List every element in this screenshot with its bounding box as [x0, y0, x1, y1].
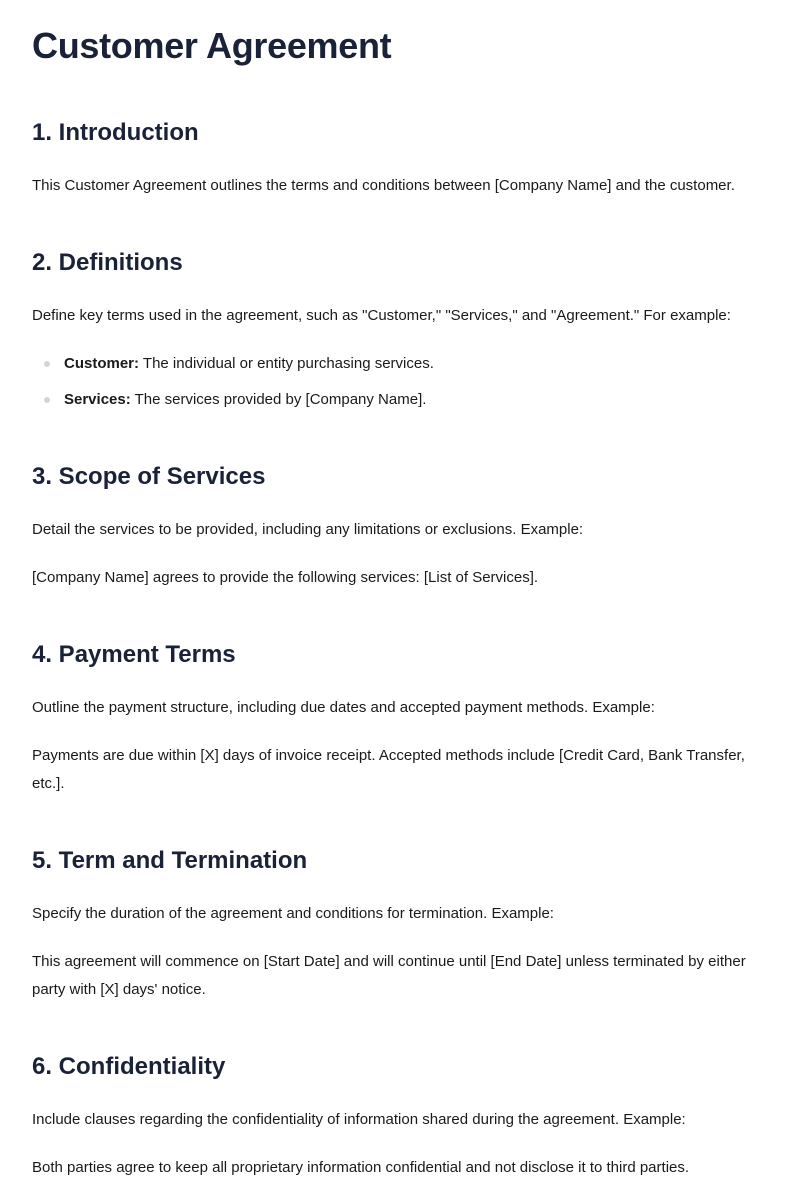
section-heading: 2. Definitions: [32, 249, 183, 276]
section-paragraph: Detail the services to be provided, including any limitations or exclusions. Example:: [32, 521, 584, 538]
section-paragraph: Include clauses regarding the confidentiality of information shared during the agreement. Example:: [32, 1111, 686, 1128]
section-heading: 4. Payment Terms: [32, 641, 236, 668]
bullet-icon: [44, 361, 50, 367]
page-title: Customer Agreement: [32, 25, 392, 66]
section-heading: 6. Confidentiality: [32, 1053, 226, 1080]
list-item: [32, 350, 768, 378]
section-introduction: [32, 118, 768, 200]
section-paragraph: This Customer Agreement outlines the terms and conditions between [Company Name] and the customer.: [32, 177, 735, 194]
section-heading: 3. Scope of Services: [32, 463, 266, 490]
bullet-icon: [44, 397, 50, 403]
list-item: [32, 386, 768, 414]
section-payment-terms: [32, 640, 768, 798]
section-scope-of-services: [32, 462, 768, 592]
section-paragraph: Define key terms used in the agreement, such as "Customer," "Services," and "Agreement." For example:: [32, 307, 731, 324]
section-paragraph: Specify the duration of the agreement and conditions for termination. Example:: [32, 905, 554, 922]
section-paragraph: This agreement will commence on [Start Date] and will continue until [End Date] unless terminated by either party with [X] days' notice.: [32, 953, 746, 998]
section-confidentiality: [32, 1052, 768, 1182]
section-heading: 5. Term and Termination: [32, 847, 308, 874]
section-heading: 1. Introduction: [32, 119, 199, 146]
section-paragraph: Both parties agree to keep all proprietary information confidential and not disclose it to third parties.: [32, 1159, 690, 1176]
section-paragraph: [Company Name] agrees to provide the following services: [List of Services].: [32, 569, 539, 586]
definitions-list: [32, 350, 768, 414]
definition-text: The individual or entity purchasing services.: [139, 355, 434, 372]
definition-term: Customer:: [64, 355, 140, 372]
definition-term: Services:: [64, 391, 131, 408]
section-paragraph: Outline the payment structure, including due dates and accepted payment methods. Example:: [32, 699, 655, 716]
section-definitions: [32, 248, 768, 414]
section-paragraph: Payments are due within [X] days of invoice receipt. Accepted methods include [Credit Card, Bank Transfer, etc.].: [32, 747, 745, 792]
section-term-and-termination: [32, 846, 768, 1004]
definition-text: The services provided by [Company Name].: [130, 391, 427, 408]
